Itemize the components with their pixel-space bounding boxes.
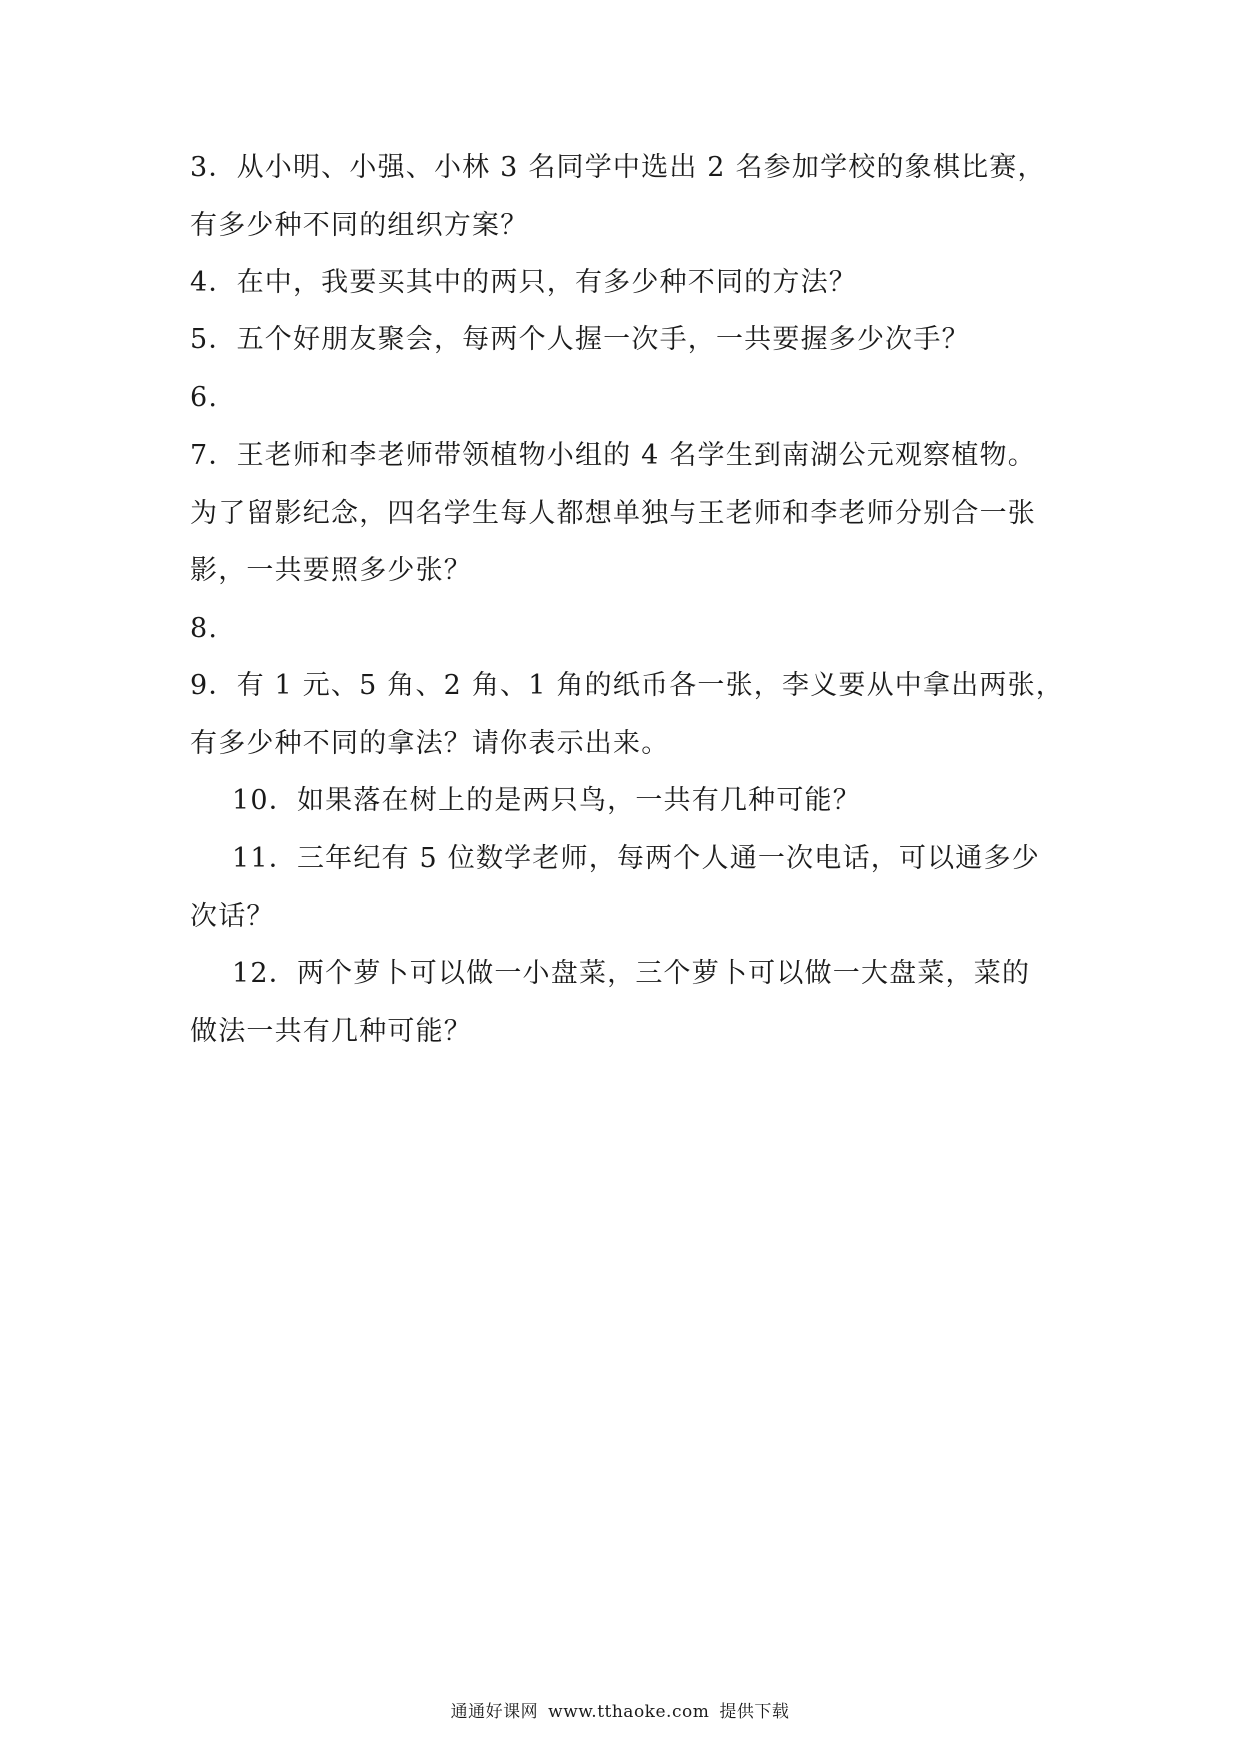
question-3-line-2: 有多少种不同的组织方案？ [190,210,529,241]
question-11-line-1: 11．三年纪有 5 位数学老师，每两个人通一次电话，可以通多少 [232,843,1040,874]
question-6-line-1: 6. [190,382,219,413]
question-10-line-1: 10．如果落在树上的是两只鸟，一共有几种可能？ [232,785,861,816]
question-8-line-1: 8. [190,613,219,644]
footer-suffix: 提供下载 [719,1702,790,1722]
question-9-line-1: 9．有 1 元、5 角、2 角、1 角的纸币各一张，李义要从中拿出两张， [190,670,1065,701]
question-3-line-1: 3．从小明、小强、小林 3 名同学中选出 2 名参加学校的象棋比赛， [190,152,1046,183]
question-4-line-1: 4．在中，我要买其中的两只，有多少种不同的方法？ [190,267,857,298]
question-7-line-1: 7．王老师和李老师带领植物小组的 4 名学生到南湖公元观察植物。 [190,440,1036,471]
question-12-line-2: 做法一共有几种可能？ [190,1016,472,1047]
question-11-line-2: 次话？ [190,901,275,932]
question-9-line-2: 有多少种不同的拿法？请你表示出来。 [190,728,670,759]
question-7-line-2: 为了留影纪念，四名学生每人都想单独与王老师和李老师分别合一张 [190,498,1036,529]
footer-site-name: 通通好课网 [450,1702,539,1722]
page-footer [0,1700,1240,1724]
question-12-line-1: 12．两个萝卜可以做一小盘菜，三个萝卜可以做一大盘菜，菜的 [232,958,1031,989]
question-5-line-1: 5．五个好朋友聚会，每两个人握一次手，一共要握多少次手？ [190,324,970,355]
question-7-line-3: 影，一共要照多少张？ [190,555,472,586]
footer-url: www.tthaoke.com [548,1702,710,1722]
